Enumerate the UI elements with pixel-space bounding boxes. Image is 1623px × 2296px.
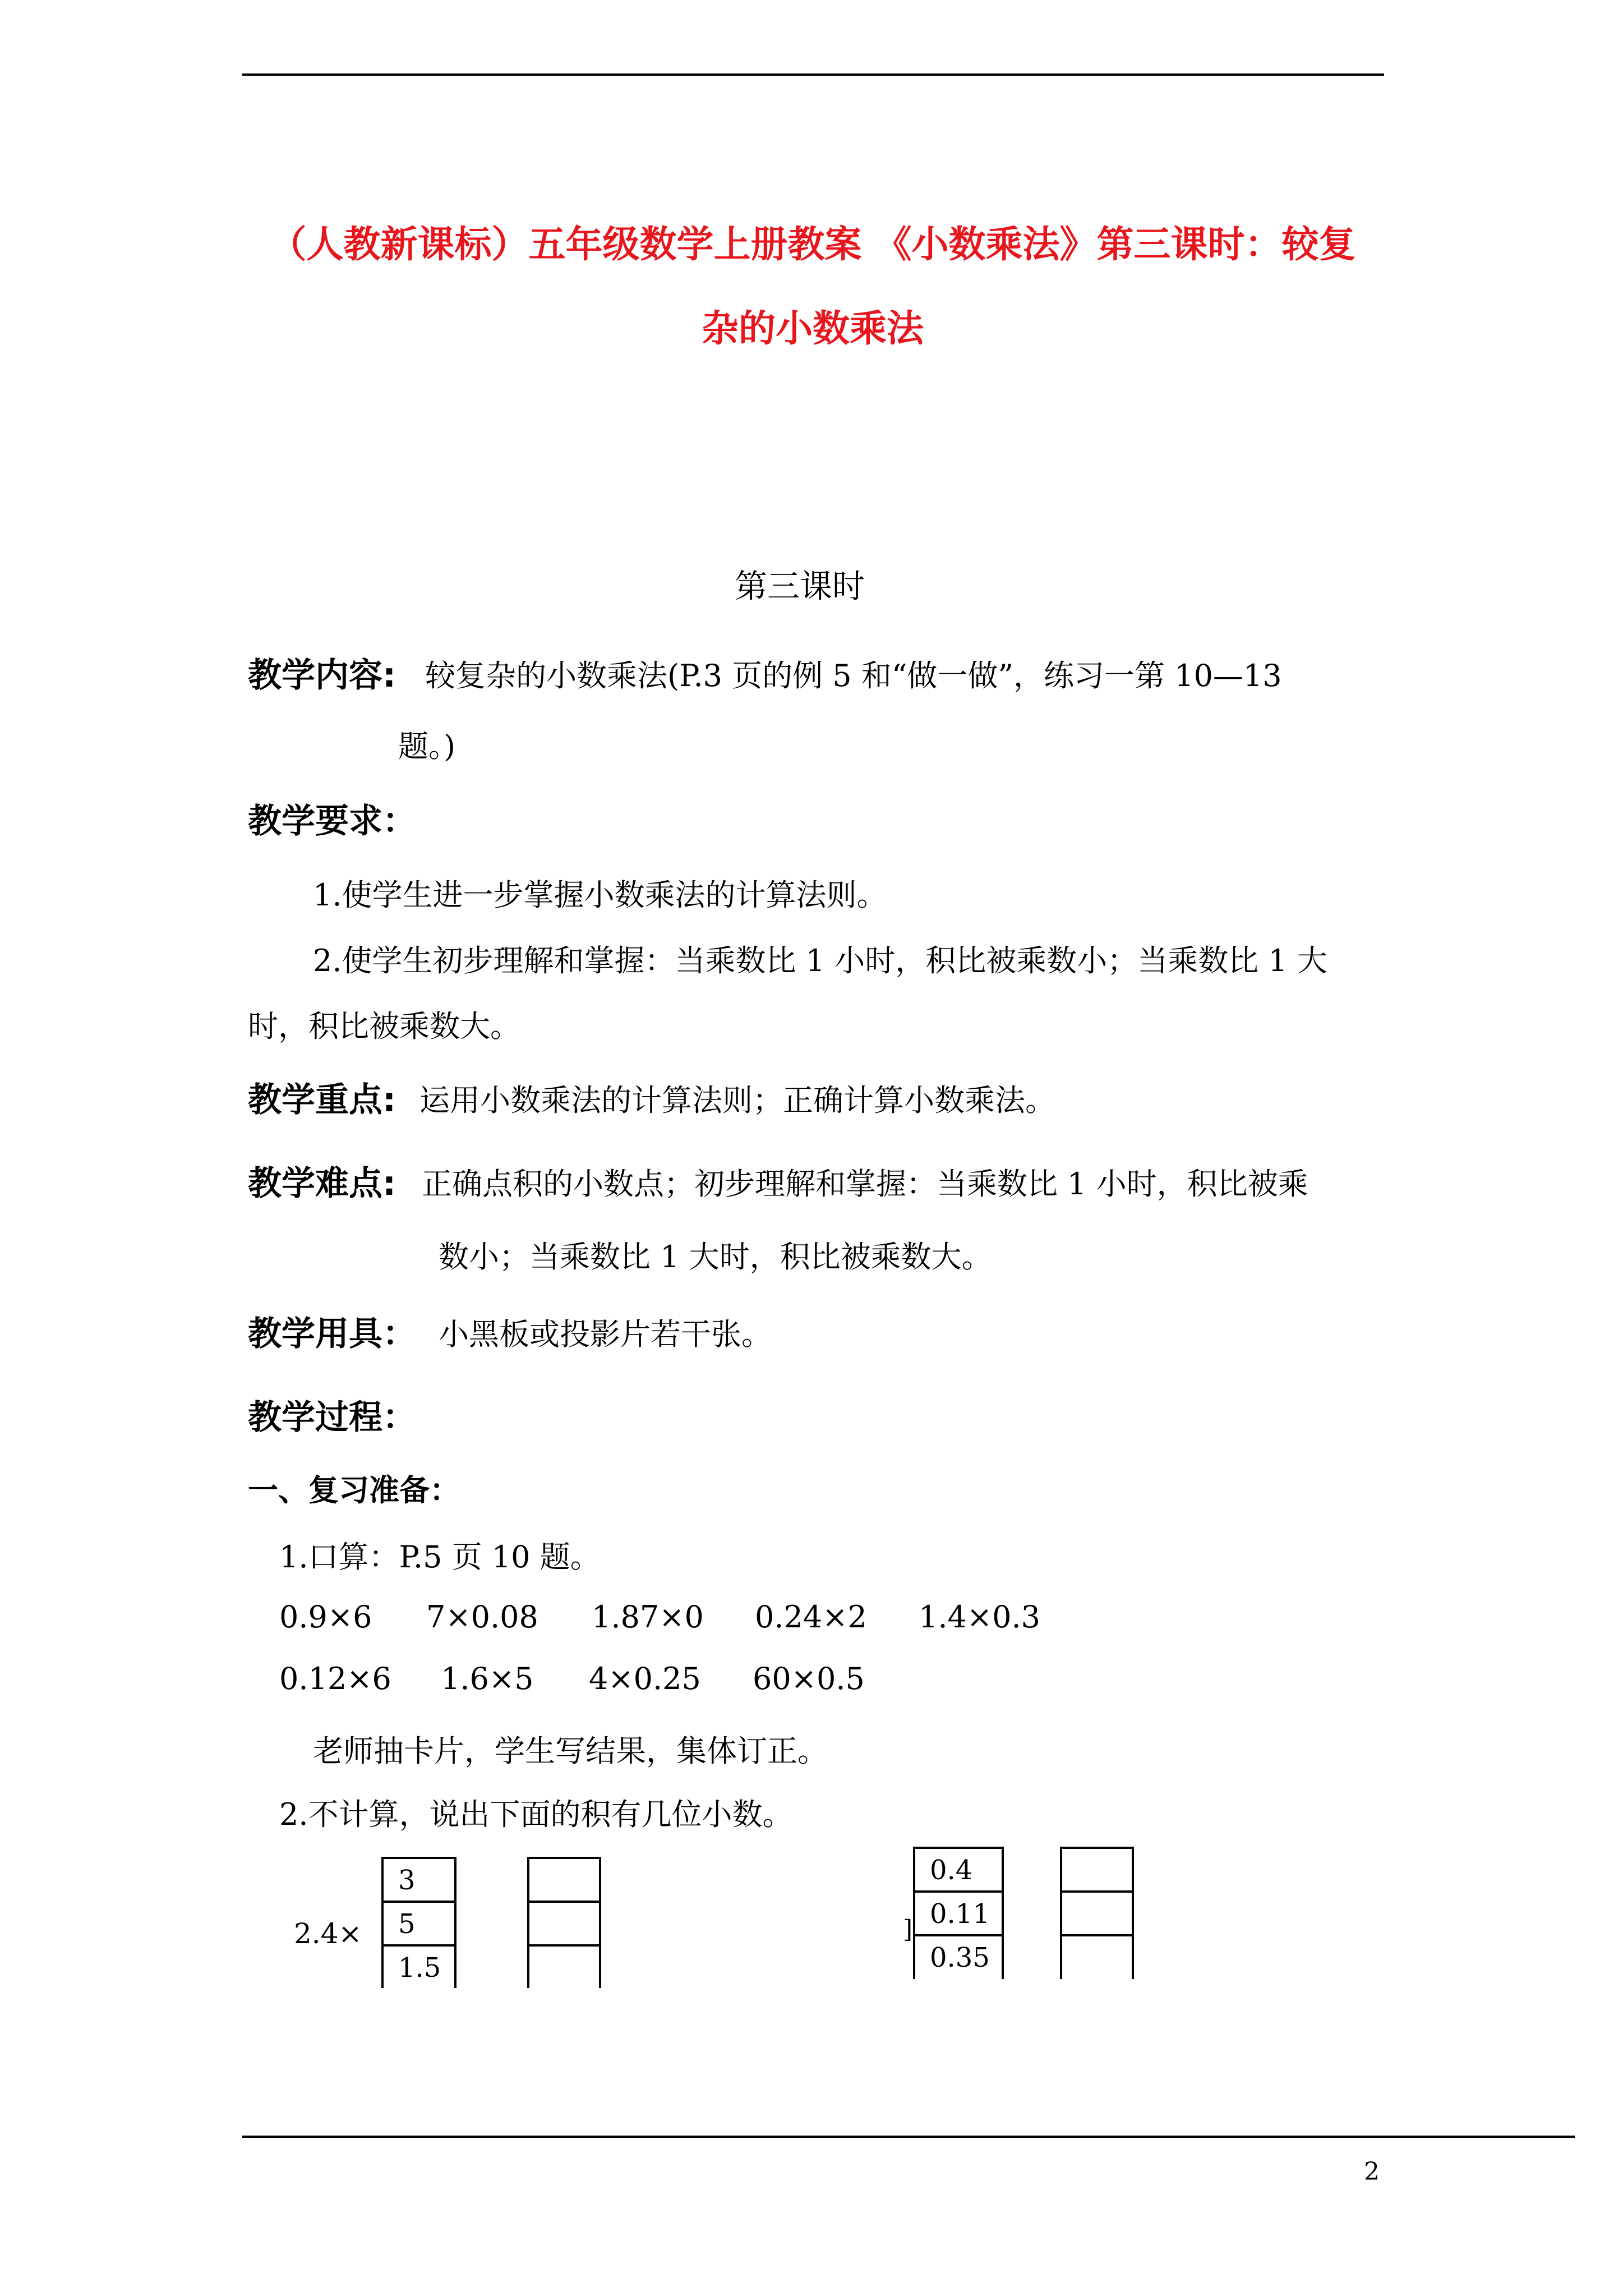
mental-math-expr: 0.12×6 [279, 1661, 391, 1696]
answer-cell [529, 1903, 599, 1947]
answer-cell [529, 1859, 599, 1903]
answer-box [527, 1857, 601, 1988]
answer-box [1060, 1847, 1134, 1979]
content-text-line1: 较复杂的小数乘法(P.3 页的例 5 和“做一做”，练习一第 10—13 [425, 658, 1282, 693]
page-number: 2 [1364, 2157, 1380, 2186]
mental-math-expr: 4×0.25 [589, 1661, 701, 1696]
footer-rule [242, 2136, 1575, 2138]
factor-box [381, 1857, 457, 1988]
document-title-line1: （人教新课标）五年级数学上册教案 《小数乘法》第三课时：较复 [269, 223, 1356, 266]
key-points-text: 运用小数乘法的计算法则；正确计算小数乘法。 [419, 1083, 1055, 1118]
difficulties-text-line1: 正确点积的小数点；初步理解和掌握：当乘数比 1 小时，积比被乘 [422, 1166, 1308, 1202]
difficulties-text-line2: 数小；当乘数比 1 大时，积比被乘数大。 [439, 1239, 992, 1274]
mental-math-expr: 1.87×0 [592, 1599, 704, 1635]
requirements-label: 教学要求： [248, 802, 416, 841]
content-label: 教学内容: [248, 656, 396, 695]
document-title-line2: 杂的小数乘法 [702, 307, 924, 350]
factor-cell: 0.4 [915, 1849, 1002, 1893]
content-text-line2: 题。) [398, 729, 456, 764]
lesson-heading: 第三课时 [735, 567, 865, 605]
key-points-label: 教学重点: [248, 1080, 396, 1120]
factor-cell: 3 [384, 1859, 454, 1903]
answer-cell [529, 1947, 599, 1990]
requirement-item-2-line1: 2.使学生初步理解和掌握：当乘数比 1 小时，积比被乘数小；当乘数比 1 大 [313, 943, 1327, 978]
mental-math-expr: 60×0.5 [753, 1661, 865, 1696]
section-1-title: 一、复习准备： [248, 1473, 460, 1508]
exercise-mark: ] [903, 1915, 913, 1944]
mental-math-expr: 7×0.08 [426, 1599, 538, 1635]
process-label: 教学过程： [248, 1398, 416, 1437]
answer-cell [1062, 1936, 1132, 1981]
difficulties-label: 教学难点: [248, 1164, 396, 1203]
process-note: 老师抽卡片，学生写结果，集体订正。 [313, 1733, 828, 1769]
answer-cell [1062, 1849, 1132, 1893]
factor-box [913, 1847, 1004, 1979]
exercise-multiplicand: 2.4× [294, 1917, 362, 1950]
factor-cell: 0.35 [930, 1942, 990, 1973]
factor-cell: 0.11 [915, 1893, 1002, 1936]
process-item-1: 1.口算：P.5 页 10 题。 [279, 1539, 601, 1575]
factor-cell: 5 [384, 1903, 454, 1947]
tools-text: 小黑板或投影片若干张。 [439, 1317, 772, 1352]
mental-math-expr: 0.9×6 [279, 1599, 372, 1635]
process-item-2: 2.不计算，说出下面的积有几位小数。 [279, 1797, 793, 1832]
requirement-item-1: 1.使学生进一步掌握小数乘法的计算法则。 [313, 877, 887, 913]
answer-cell [1062, 1893, 1132, 1936]
header-rule [242, 73, 1384, 76]
factor-cell: 1.5 [398, 1952, 441, 1984]
tools-label: 教学用具： [248, 1314, 416, 1354]
mental-math-expr: 1.6×5 [441, 1661, 534, 1696]
mental-math-expr: 1.4×0.3 [919, 1599, 1041, 1635]
mental-math-expr: 0.24×2 [755, 1599, 867, 1635]
requirement-item-2-line2: 时，积比被乘数大。 [248, 1009, 520, 1044]
